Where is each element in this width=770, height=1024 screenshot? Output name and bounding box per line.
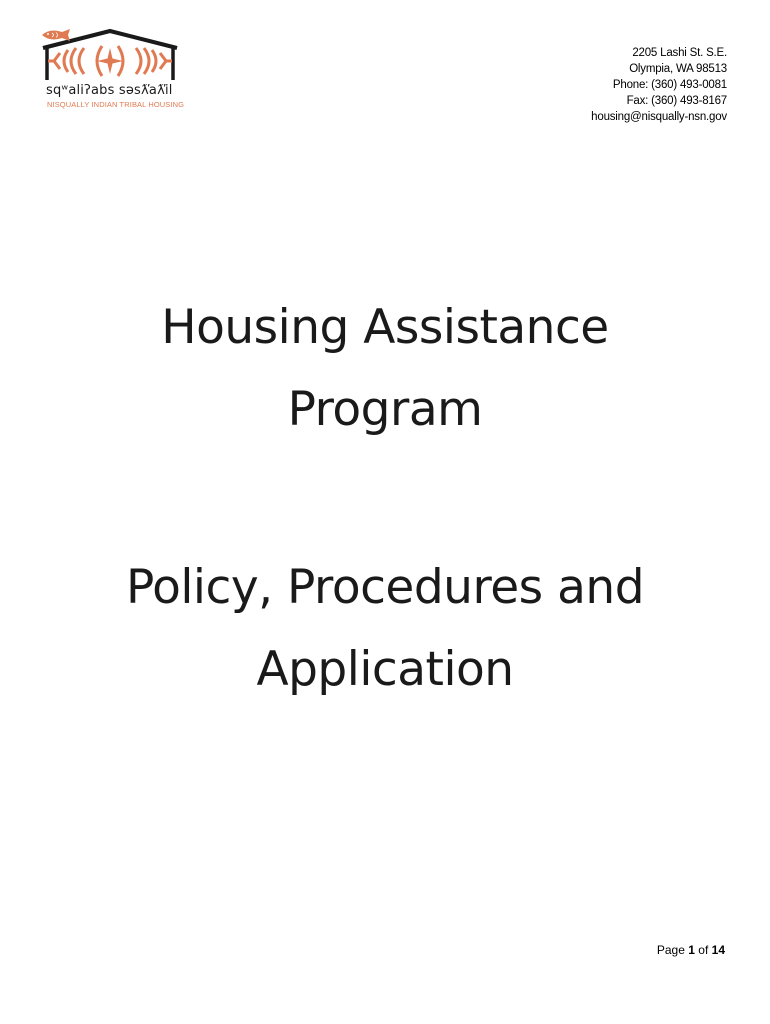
page-label: Page [656,943,685,957]
page-number [657,943,725,957]
contact-info [591,45,727,125]
page-total: 14 [711,943,725,957]
title-line-2: Program [287,382,483,437]
of-label: of [698,943,709,957]
salmon-icon [40,28,74,42]
organization-logo [40,28,185,132]
logo-native-name: sqʷaliʔabs səsƛ̕aƛ̕il [46,83,173,98]
page-current: 1 [688,943,695,957]
document-title [0,287,770,451]
phone-line: Phone: (360) 493-0081 [612,79,727,91]
document-subtitle [0,547,770,711]
title-line-3: Policy, Procedures and [125,560,645,615]
title-line-1: Housing Assistance [161,300,609,355]
fax-line: Fax: (360) 493-8167 [626,95,727,107]
email-line: housing@nisqually-nsn.gov [591,111,727,123]
logo-organization-name: NISQUALLY INDIAN TRIBAL HOUSING [47,100,185,109]
address-line: 2205 Lashi St. S.E. [632,47,727,59]
title-line-4: Application [256,642,514,697]
city-line: Olympia, WA 98513 [629,63,727,75]
